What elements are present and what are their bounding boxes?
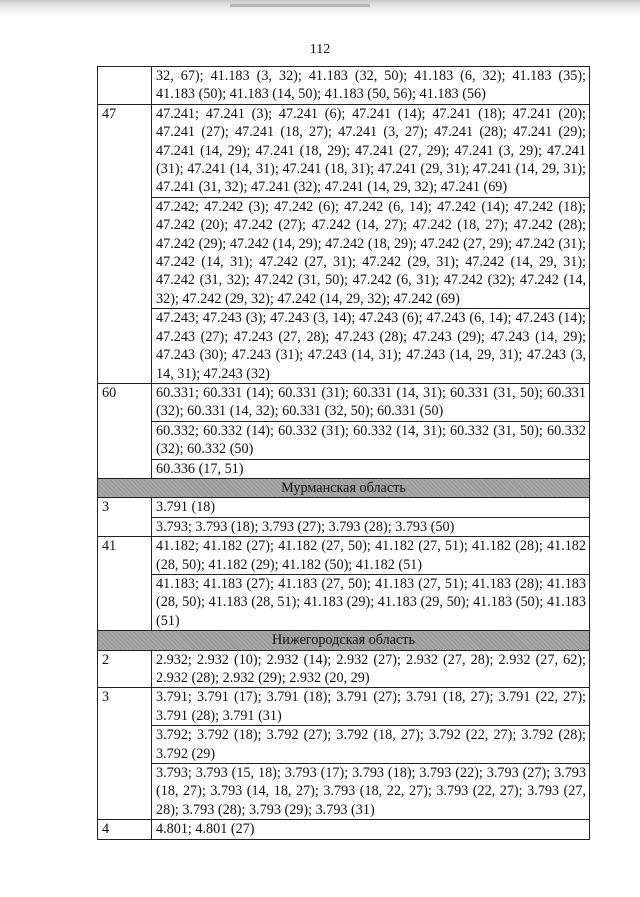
code-list-cell: 47.241; 47.241 (3); 47.241 (6); 47.241 (14); 47.241 (18); 47.241 (20); 47.241 (27); 47.241 (18, 27); 47.241 (3, 27); 47.241 (28); 47.241 (29); 47.241 (14, 29); 47.241 (18, 29); 47.241 (27, 29); 47.241 (3, 29); 47.241 (31); 47.241 (14, 31); 47.241 (18, 31); 47.241 (29, 31); 47.241 (14, 29, 31); 47.241 (31, 32); 47.241 (32); 47.241 (14, 29, 32); 47.241 (69) (152, 104, 590, 197)
code-list-cell: 3.791 (18) (152, 498, 590, 517)
group-code: 4 (98, 820, 152, 839)
table-row (98, 459, 590, 478)
group-code: 47 (98, 104, 152, 383)
table-row (98, 820, 590, 839)
table-row (98, 309, 590, 384)
code-list-cell: 3.793; 3.793 (18); 3.793 (27); 3.793 (28); 3.793 (50) (152, 517, 590, 536)
table-row (98, 67, 590, 105)
code-list-cell: 3.793; 3.793 (15, 18); 3.793 (17); 3.793 (18); 3.793 (22); 3.793 (27); 3.793 (18, 27); 3.793 (14, 18, 27); 3.793 (18, 22, 27); 3.793 (22, 27); 3.793 (27, 28); 3.793 (28); 3.793 (29); 3.793 (31) (152, 764, 590, 820)
region-title: Нижегородская область (272, 632, 415, 649)
code-list-cell: 47.242; 47.242 (3); 47.242 (6); 47.242 (6, 14); 47.242 (14); 47.242 (18); 47.242 (20); 47.242 (27); 47.242 (14, 27); 47.242 (18, 27); 47.242 (28); 47.242 (29); 47.242 (14, 29); 47.242 (18, 29); 47.242 (27, 29); 47.242 (31); 47.242 (14, 31); 47.242 (27, 31); 47.242 (29, 31); 47.242 (14, 29, 31); 47.242 (31, 32); 47.242 (31, 50); 47.242 (6, 31); 47.242 (32); 47.242 (14, 32); 47.242 (29, 32); 47.242 (14, 29, 32); 47.242 (69) (152, 197, 590, 308)
code-list-cell: 4.801; 4.801 (27) (152, 820, 590, 839)
group-code (98, 67, 152, 105)
code-list-cell: 3.792; 3.792 (18); 3.792 (27); 3.792 (18, 27); 3.792 (22, 27); 3.792 (28); 3.792 (29) (152, 726, 590, 764)
table-row (98, 574, 590, 630)
group-code: 60 (98, 383, 152, 478)
table-row (98, 517, 590, 536)
code-list-cell: 47.243; 47.243 (3); 47.243 (3, 14); 47.243 (6); 47.243 (6, 14); 47.243 (14); 47.243 (27); 47.243 (27, 28); 47.243 (28); 47.243 (29); 47.243 (14, 29); 47.243 (30); 47.243 (31); 47.243 (14, 31); 47.243 (14, 29, 31); 47.243 (3, 14, 31); 47.243 (32) (152, 309, 590, 384)
code-list-cell: 41.182; 41.182 (27); 41.182 (27, 50); 41.182 (27, 51); 41.182 (28); 41.182 (28, 50); 41.182 (29); 41.182 (50); 41.182 (51) (152, 537, 590, 575)
code-list-cell: 32, 67); 41.183 (3, 32); 41.183 (32, 50); 41.183 (6, 32); 41.183 (35); 41.183 (50); 41.183 (14, 50); 41.183 (50, 56); 41.183 (56) (152, 67, 590, 105)
table-row (98, 383, 590, 421)
group-code: 3 (98, 688, 152, 820)
region-title: Мурманская область (281, 479, 406, 496)
group-code: 3 (98, 498, 152, 537)
code-list-cell: 41.183; 41.183 (27); 41.183 (27, 50); 41.183 (27, 51); 41.183 (28); 41.183 (28, 50); 41.183 (28, 51); 41.183 (29); 41.183 (29, 50); 41.183 (50); 41.183 (51) (152, 574, 590, 630)
region-header (98, 631, 590, 650)
scan-edge (0, 0, 640, 18)
codes-table (97, 66, 590, 840)
codes-table-body (98, 67, 590, 840)
table-row (98, 498, 590, 517)
code-list-cell: 60.336 (17, 51) (152, 459, 590, 478)
group-code: 2 (98, 650, 152, 688)
code-list-cell: 3.791; 3.791 (17); 3.791 (18); 3.791 (27); 3.791 (18, 27); 3.791 (22, 27); 3.791 (28); 3.791 (31) (152, 688, 590, 726)
region-header (98, 478, 590, 497)
code-list-cell: 2.932; 2.932 (10); 2.932 (14); 2.932 (27); 2.932 (27, 28); 2.932 (27, 62); 2.932 (28); 2.932 (29); 2.932 (20, 29) (152, 650, 590, 688)
region-header-row (98, 631, 590, 650)
region-header-row (98, 478, 590, 497)
code-list-cell: 60.332; 60.332 (14); 60.332 (31); 60.332 (14, 31); 60.332 (31, 50); 60.332 (32); 60.332 (50) (152, 421, 590, 459)
table-row (98, 650, 590, 688)
table-row (98, 421, 590, 459)
table-row (98, 764, 590, 820)
table-row (98, 726, 590, 764)
table-row (98, 197, 590, 308)
table-row (98, 688, 590, 726)
table-row (98, 537, 590, 575)
code-list-cell: 60.331; 60.331 (14); 60.331 (31); 60.331 (14, 31); 60.331 (31, 50); 60.331 (32); 60.331 (14, 32); 60.331 (32, 50); 60.331 (50) (152, 383, 590, 421)
group-code: 41 (98, 537, 152, 631)
table-row (98, 104, 590, 197)
page-number: 112 (309, 42, 331, 57)
